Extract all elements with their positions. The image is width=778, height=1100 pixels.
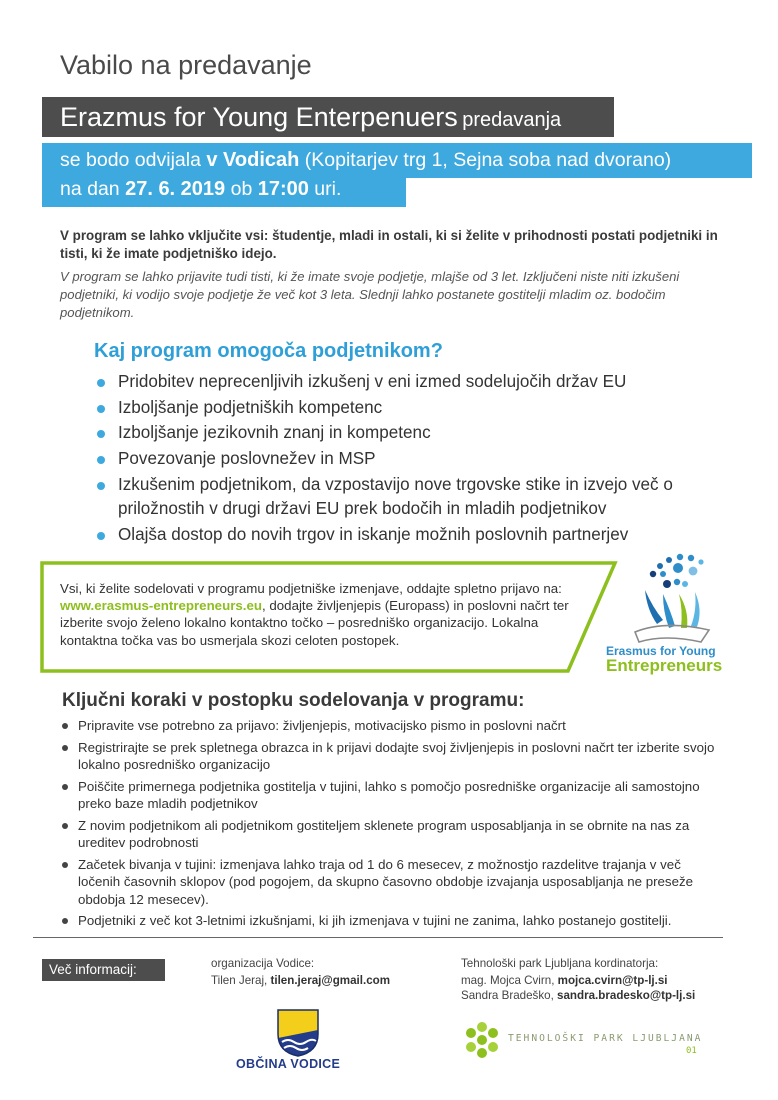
list-item — [95, 421, 715, 446]
bullet-dot-icon — [62, 918, 68, 924]
steps-list — [62, 717, 722, 934]
footer-divider — [33, 937, 723, 938]
benefit-text: Pridobitev neprecenljivih izkušenj v eni izmed sodelujočih držav EU — [118, 372, 627, 391]
venue-prefix: se bodo odvijala — [60, 149, 201, 171]
tp-heading: Tehnološki park Ljubljana kordinatorja: — [461, 957, 659, 970]
list-item — [62, 739, 722, 774]
date-line — [60, 178, 341, 201]
step-text: Podjetniki z več kot 3-letnimi izkušnjami, ki jih izmenjava v tujini ne zanima, lahko postanejo gostitelji. — [78, 913, 672, 928]
venue-address: (Kopitarjev trg 1, Sejna soba nad dvorano) — [304, 149, 672, 171]
time-suffix: uri. — [314, 178, 342, 200]
event-title — [60, 102, 561, 133]
event-time: 17:00 — [257, 178, 309, 200]
tp-logo-name: TEHNOLOŠKI PARK LJUBLJANA — [508, 1033, 703, 1044]
event-date: 27. 6. 2019 — [125, 178, 226, 200]
eye-logo-line2: Entrepreneurs — [606, 656, 723, 675]
eye-logo-line1: Erasmus for Young — [606, 644, 716, 658]
step-text: Z novim podjetnikom ali podjetnikom gostiteljem sklenete program usposabljanja in se obrnite na nas za ureditev podrobnosti — [78, 817, 690, 850]
erasmus-link[interactable]: www.erasmus-entrepreneurs.eu — [60, 598, 262, 614]
list-item — [62, 717, 722, 735]
org-name: Tilen Jeraj, — [211, 974, 271, 987]
time-prefix: ob — [230, 178, 253, 200]
tp2-name: Sandra Bradeško, — [461, 989, 558, 1002]
benefit-text: Izboljšanje podjetniških kompetenc — [118, 397, 383, 417]
steps-heading: Ključni koraki v postopku sodelovanja v programu: — [62, 690, 525, 711]
benefit-text: Olajša dostop do novih trgov in iskanje možnih poslovnih partnerjev — [118, 524, 629, 544]
apply-before: Vsi, ki želite sodelovati v programu podjetniške izmenjave, oddajte spletno prijavo na: — [60, 581, 562, 596]
list-item — [95, 447, 715, 472]
pretitle: Vabilo na predavanje — [60, 50, 312, 80]
bullet-dot-icon — [97, 482, 105, 490]
list-item — [95, 370, 715, 395]
intro-italic: V program se lahko prijavite tudi tisti, ki že imate svoje podjetje, mlajše od 3 let. Izključeni niste niti izkušeni podjetniki, ki vodijo svoje podjetje že več kot 3 leta. Slednji lahko postanete gostitelji mladim oz. bodočim podjetnikom. — [60, 269, 680, 320]
benefits-heading: Kaj program omogoča podjetnikom? — [94, 340, 443, 362]
intro-bold: V program se lahko vključite vsi: študentje, mladi in ostali, ki si želite v prihodnosti postati podjetniki in tisti, ki že imate podjetniško idejo. — [60, 228, 718, 261]
list-item — [62, 856, 722, 909]
event-title-main: Erazmus for Young Enterpenuers — [60, 102, 458, 132]
step-text: Registrirajte se prek spletnega obrazca in k prijavi dodajte svoj življenjepis in poslovni načrt ter izberite svojo lokalno posredniško organizacijo — [78, 739, 715, 772]
obcina-label: OBČINA VODICE — [236, 1057, 341, 1071]
bullet-dot-icon — [62, 862, 68, 868]
tp-flower-icon — [463, 1021, 501, 1059]
date-prefix: na dan — [60, 178, 120, 200]
venue-place: v Vodicah — [206, 149, 300, 171]
event-title-sub: predavanja — [462, 109, 562, 131]
tp1-email[interactable]: mojca.cvirn@tp-lj.si — [557, 974, 668, 987]
apply-after: , dodajte življenjepis (Europass) in poslovni načrt ter izberite svojo želeno lokalno kontaktno točko – posredniško organizacijo. Lokalna kontaktna točka vas bo usmerjala skozi celoten postopek. — [60, 598, 569, 648]
bullet-dot-icon — [97, 405, 105, 413]
list-item — [62, 912, 722, 930]
step-text: Pripravite vse potrebno za prijavo: življenjepis, motivacijsko pismo in poslovni načrt — [78, 718, 566, 733]
venue-line — [60, 149, 671, 172]
bullet-dot-icon — [62, 823, 68, 829]
vodice-coat-of-arms-icon — [276, 1008, 320, 1058]
org-heading: organizacija Vodice: — [211, 957, 315, 970]
bullet-dot-icon — [62, 745, 68, 751]
bullet-dot-icon — [97, 532, 105, 540]
tp-contact-2 — [461, 987, 695, 1004]
bullet-dot-icon — [97, 430, 105, 438]
org-contact — [211, 972, 390, 989]
tp2-email[interactable]: sandra.bradesko@tp-lj.si — [557, 989, 696, 1002]
bullet-dot-icon — [62, 784, 68, 790]
bullet-dot-icon — [97, 379, 105, 387]
benefits-list — [95, 370, 715, 549]
list-item — [95, 473, 715, 522]
apply-text — [60, 580, 570, 649]
list-item — [95, 523, 715, 548]
list-item — [95, 396, 715, 421]
step-text: Poiščite primernega podjetnika gostitelja v tujini, lahko s pomočjo posredniške organizacije ali samostojno preko baze mladih podjetnikov — [78, 778, 700, 811]
bullet-dot-icon — [97, 456, 105, 464]
list-item — [62, 778, 722, 813]
tp-logo-code: 01 — [686, 1046, 697, 1056]
benefit-text: Povezovanje poslovnežev in MSP — [118, 449, 376, 469]
org-email[interactable]: tilen.jeraj@gmail.com — [270, 974, 391, 987]
bullet-dot-icon — [62, 723, 68, 729]
list-item — [62, 817, 722, 852]
more-info-label: Več informacij: — [49, 962, 137, 977]
step-text: Začetek bivanja v tujini: izmenjava lahko traja od 1 do 6 mesecev, z možnostjo razdelitve trajanja v več ločenih časovnih sklopov (pod pogojem, da skupno časovno obdobje izvajanja usposabljanja ne preseže obdobja 12 mesecev). — [78, 856, 694, 907]
benefit-text: Izkušenim podjetnikom, da vzpostavijo nove trgovske stike in izvejo več o priložnostih v drugi državi EU prek bodočih in mladih podjetnikov — [118, 474, 673, 519]
tp1-name: mag. Mojca Cvirn, — [461, 974, 558, 987]
benefit-text: Izboljšanje jezikovnih znanj in kompetenc — [118, 423, 431, 443]
